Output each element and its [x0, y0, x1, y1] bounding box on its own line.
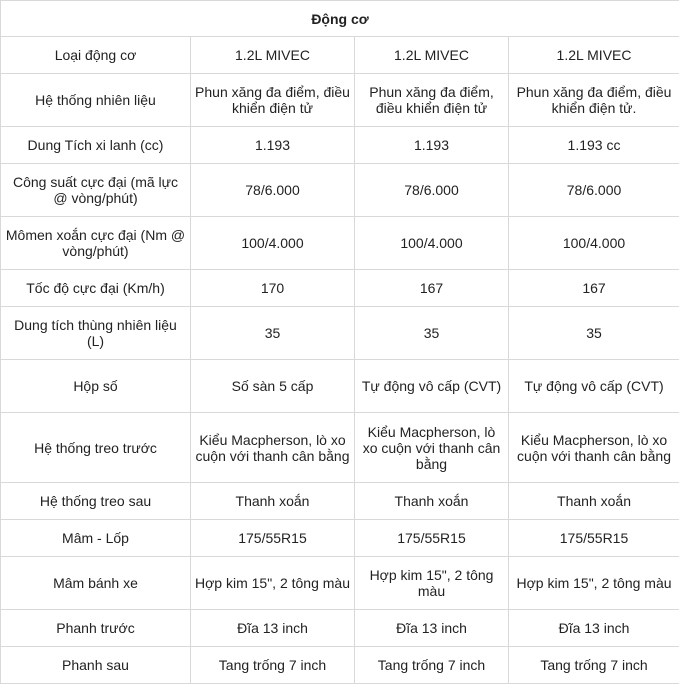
- row-value: 167: [509, 270, 679, 307]
- row-label: Hệ thống treo trước: [1, 413, 191, 483]
- row-value: Kiểu Macpherson, lò xo cuộn với thanh cân bằng: [191, 413, 355, 483]
- row-value: 100/4.000: [509, 217, 679, 270]
- table-row: [1, 217, 679, 270]
- row-value: Tang trống 7 inch: [355, 647, 509, 684]
- row-label: Hộp số: [1, 360, 191, 413]
- row-value: Hợp kim 15", 2 tông màu: [509, 557, 679, 610]
- row-value: 1.2L MIVEC: [191, 37, 355, 74]
- row-value: Thanh xoắn: [509, 483, 679, 520]
- row-value: 35: [355, 307, 509, 360]
- row-value: Tự động vô cấp (CVT): [355, 360, 509, 413]
- row-value: 1.2L MIVEC: [509, 37, 679, 74]
- row-value: Tang trống 7 inch: [509, 647, 679, 684]
- row-value: Kiểu Macpherson, lò xo cuộn với thanh cân bằng: [355, 413, 509, 483]
- row-value: 1.193: [355, 127, 509, 164]
- row-label: Mâm - Lốp: [1, 520, 191, 557]
- row-value: 35: [509, 307, 679, 360]
- table-row: [1, 164, 679, 217]
- row-label: Tốc độ cực đại (Km/h): [1, 270, 191, 307]
- row-label: Công suất cực đại (mã lực @ vòng/phút): [1, 164, 191, 217]
- row-value: 167: [355, 270, 509, 307]
- row-label: Hệ thống nhiên liệu: [1, 74, 191, 127]
- table-row: [1, 360, 679, 413]
- row-value: Hợp kim 15", 2 tông màu: [191, 557, 355, 610]
- row-value: 35: [191, 307, 355, 360]
- table-row: [1, 74, 679, 127]
- row-value: 78/6.000: [509, 164, 679, 217]
- row-label: Loại động cơ: [1, 37, 191, 74]
- row-value: Phun xăng đa điểm, điều khiển điện tử: [355, 74, 509, 127]
- table-row: [1, 557, 679, 610]
- row-label: Phanh trước: [1, 610, 191, 647]
- table-row: [1, 307, 679, 360]
- row-label: Mômen xoắn cực đại (Nm @ vòng/phút): [1, 217, 191, 270]
- row-value: 1.2L MIVEC: [355, 37, 509, 74]
- row-value: 175/55R15: [355, 520, 509, 557]
- table-header-row: [1, 1, 679, 37]
- row-label: Hệ thống treo sau: [1, 483, 191, 520]
- row-value: 1.193 cc: [509, 127, 679, 164]
- table-row: [1, 483, 679, 520]
- table-row: [1, 127, 679, 164]
- table-title: Động cơ: [1, 1, 679, 37]
- row-value: Tang trống 7 inch: [191, 647, 355, 684]
- row-value: Đĩa 13 inch: [355, 610, 509, 647]
- row-value: Đĩa 13 inch: [191, 610, 355, 647]
- row-label: Mâm bánh xe: [1, 557, 191, 610]
- row-value: Số sàn 5 cấp: [191, 360, 355, 413]
- table-row: [1, 520, 679, 557]
- row-value: 100/4.000: [355, 217, 509, 270]
- row-value: 100/4.000: [191, 217, 355, 270]
- row-value: 170: [191, 270, 355, 307]
- table-body: [1, 37, 679, 684]
- row-label: Dung Tích xi lanh (cc): [1, 127, 191, 164]
- row-value: 78/6.000: [191, 164, 355, 217]
- table-row: [1, 610, 679, 647]
- table-row: [1, 647, 679, 684]
- row-value: 175/55R15: [191, 520, 355, 557]
- row-value: Hợp kim 15", 2 tông màu: [355, 557, 509, 610]
- row-value: Phun xăng đa điểm, điều khiển điện tử: [191, 74, 355, 127]
- row-value: 175/55R15: [509, 520, 679, 557]
- row-label: Dung tích thùng nhiên liệu (L): [1, 307, 191, 360]
- row-value: Tự động vô cấp (CVT): [509, 360, 679, 413]
- table-row: [1, 37, 679, 74]
- row-label: Phanh sau: [1, 647, 191, 684]
- row-value: 1.193: [191, 127, 355, 164]
- table-row: [1, 413, 679, 483]
- row-value: Thanh xoắn: [355, 483, 509, 520]
- row-value: Đĩa 13 inch: [509, 610, 679, 647]
- row-value: Thanh xoắn: [191, 483, 355, 520]
- row-value: Phun xăng đa điểm, điều khiển điện tử.: [509, 74, 679, 127]
- row-value: Kiểu Macpherson, lò xo cuộn với thanh cân bằng: [509, 413, 679, 483]
- table-row: [1, 270, 679, 307]
- row-value: 78/6.000: [355, 164, 509, 217]
